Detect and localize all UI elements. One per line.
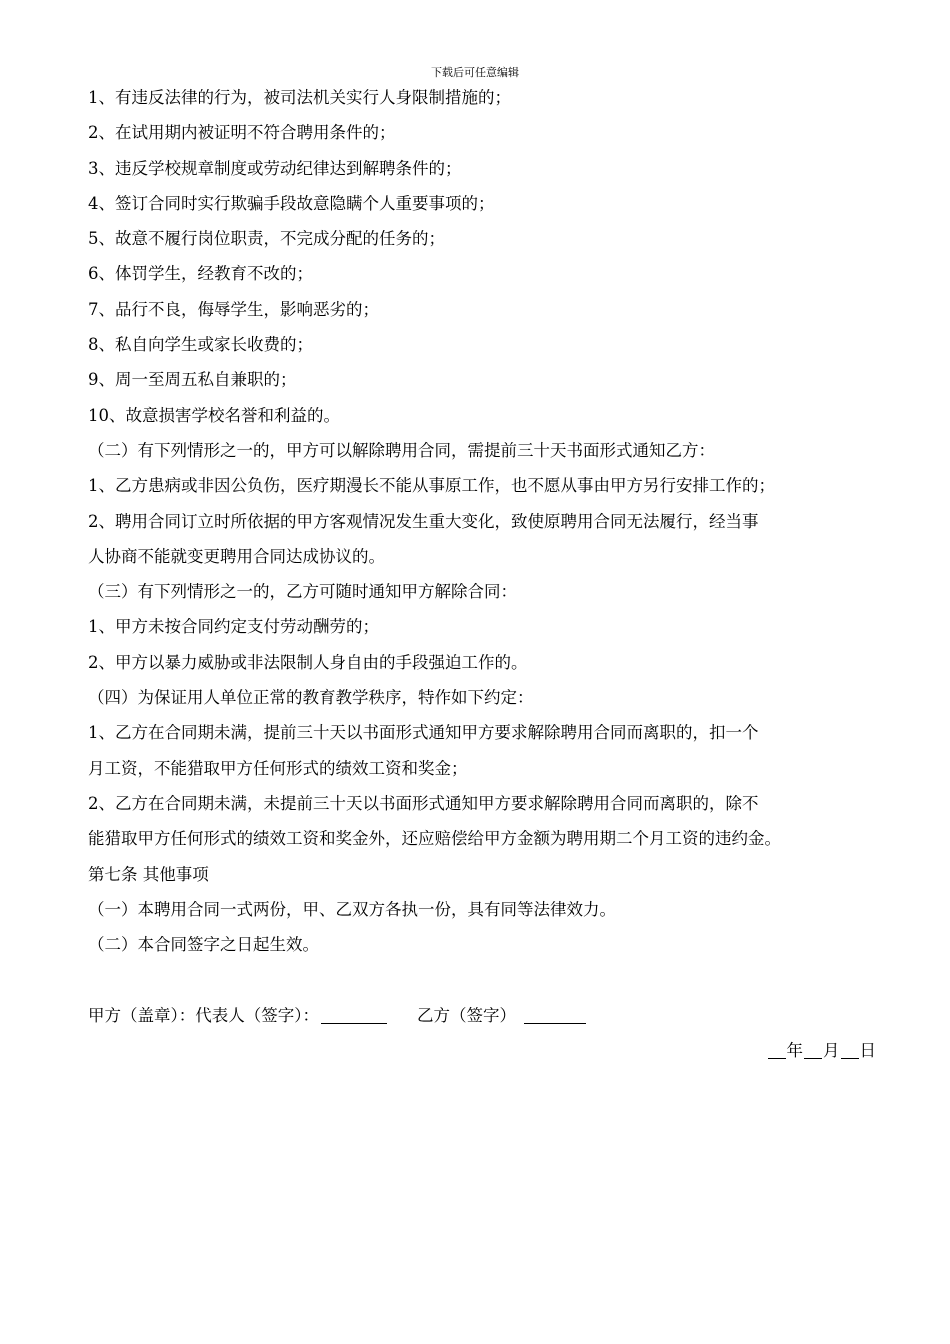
clause-line: 1、有违反法律的行为，被司法机关实行人身限制措施的； xyxy=(88,88,511,107)
clause-line: 5、故意不履行岗位职责，不完成分配的任务的； xyxy=(88,229,445,249)
clause-line: 3、违反学校规章制度或劳动纪律达到解聘条件的； xyxy=(88,158,462,178)
section-heading: （二）有下列情形之一的，甲方可以解除聘用合同，需提前三十天书面形式通知乙方： xyxy=(88,440,715,460)
clause-line: （一）本聘用合同一式两份，甲、乙双方各执一份，具有同等法律效力。 xyxy=(88,899,616,919)
document-body xyxy=(88,80,888,1068)
clause-line: 8、私自向学生或家长收费的； xyxy=(88,335,313,355)
clause-line: 7、品行不良，侮辱学生，影响恶劣的； xyxy=(88,299,379,319)
clause-line: 2、在试用期内被证明不符合聘用条件的； xyxy=(88,123,396,143)
day-label: 日 xyxy=(859,1041,876,1061)
clause-line: 2、甲方以暴力威胁或非法限制人身自由的手段强迫工作的。 xyxy=(88,652,528,672)
signature-row xyxy=(88,998,888,1033)
clause-line: 1、甲方未按合同约定支付劳动酬劳的； xyxy=(88,617,379,637)
party-a-label: 甲方（盖章）：代表人（签字）： xyxy=(88,1006,319,1026)
month-blank xyxy=(804,1040,822,1059)
party-b-signature-blank xyxy=(524,1005,586,1024)
month-label: 月 xyxy=(823,1041,840,1061)
date-row xyxy=(88,1033,888,1068)
clause-line: 6、体罚学生，经教育不改的； xyxy=(88,264,313,284)
year-blank xyxy=(768,1040,786,1059)
section-heading: （三）有下列情形之一的，乙方可随时通知甲方解除合同： xyxy=(88,582,517,602)
clause-line: 9、周一至周五私自兼职的； xyxy=(88,370,297,390)
clause-line: 人协商不能就变更聘用合同达成协议的。 xyxy=(88,546,385,566)
clause-line: 能猎取甲方任何形式的绩效工资和奖金外，还应赔偿给甲方金额为聘用期二个月工资的违约金。 xyxy=(88,829,781,849)
section-heading: （四）为保证用人单位正常的教育教学秩序，特作如下约定： xyxy=(88,688,534,708)
clause-line: 月工资，不能猎取甲方任何形式的绩效工资和奖金； xyxy=(88,758,468,778)
party-b-label: 乙方（签字） xyxy=(417,1006,516,1026)
spacer xyxy=(88,962,888,998)
day-blank xyxy=(841,1040,859,1059)
clause-line: （二）本合同签字之日起生效。 xyxy=(88,935,319,955)
year-label: 年 xyxy=(786,1041,803,1061)
clause-line: 1、乙方在合同期未满，提前三十天以书面形式通知甲方要求解除聘用合同而离职的，扣一个 xyxy=(88,723,759,743)
article-heading: 第七条 其他事项 xyxy=(88,864,209,884)
clause-line: 1、乙方患病或非因公负伤，医疗期漫长不能从事原工作，也不愿从事由甲方另行安排工作的； xyxy=(88,476,775,496)
clause-line: 2、聘用合同订立时所依据的甲方客观情况发生重大变化，致使原聘用合同无法履行，经当事 xyxy=(88,511,759,531)
header-note: 下载后可任意编辑 xyxy=(431,66,519,79)
clause-line: 4、签订合同时实行欺骗手段故意隐瞒个人重要事项的； xyxy=(88,193,495,213)
clause-line: 2、乙方在合同期未满，未提前三十天以书面形式通知甲方要求解除聘用合同而离职的，除不 xyxy=(88,793,759,813)
party-a-signature-blank xyxy=(321,1005,387,1024)
clause-line: 10、故意损害学校名誉和利益的。 xyxy=(88,405,340,425)
